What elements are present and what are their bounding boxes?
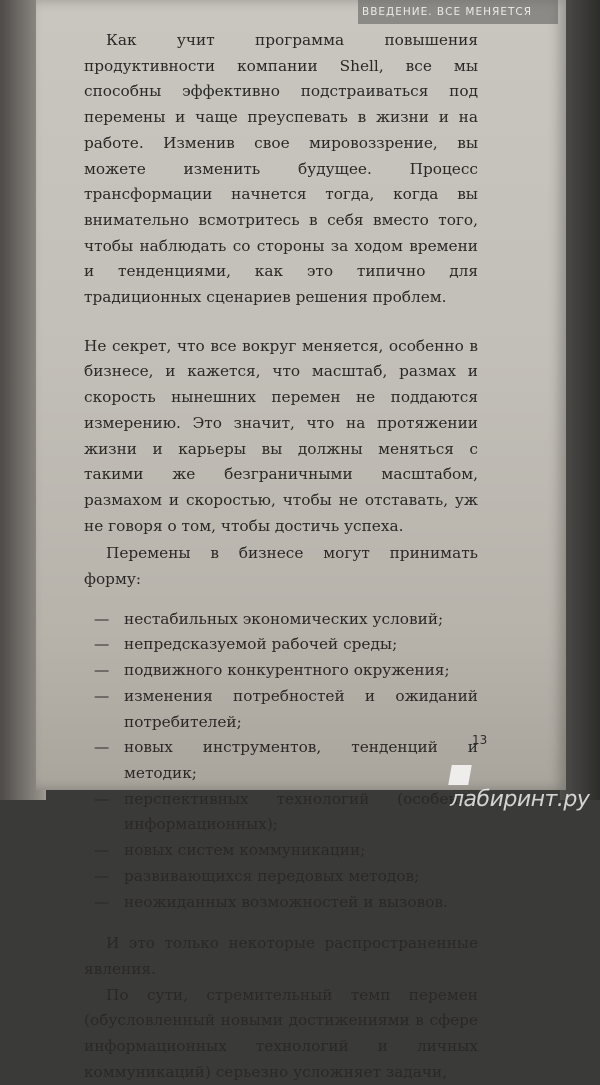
paragraph-4: И это только некоторые распространенные явления. — [84, 934, 478, 978]
paragraph-1: Как учит программа повышения продуктивности компании Shell, все мы способны эффективно подстраиваться под перемены и чаще преуспевать в жизни и на работе. Изменив свое мировоззрение, вы можете изменить будущее. Процесс трансформации начнется тогда, когда вы внимательно всмотритесь в себя вместо того, чтобы наблюдать со стороны за ходом времени и тенденциями, как это типично для традиционных сценариев решения проблем. — [84, 31, 478, 307]
list-item — [84, 735, 478, 786]
paragraph-gap — [84, 311, 478, 334]
dash-marker: — — [94, 841, 110, 860]
list-item-text: нестабильных экономических условий; — [124, 609, 444, 628]
paragraph-5: По сути, стремительный темп перемен (обусловленный новыми достижениями в сфере информационных технологий и личных коммуникаций) серьезно усложняет задачи, — [84, 985, 478, 1081]
page-body — [84, 28, 478, 1085]
list-item — [84, 864, 478, 890]
paragraph-2: Не секрет, что все вокруг меняется, особенно в бизнесе, и кажется, что масштаб, размах и скорость нынешних перемен не поддаются измерению. Это значит, что на протяжении жизни и карьеры вы должны меняться с такими же безграничными масштабом, размахом и скоростью, чтобы не отставать, уж не говоря о том, чтобы достичь успеха. — [84, 336, 478, 535]
list-item-text: изменения потребностей и ожиданий потребителей; — [124, 686, 478, 731]
bullet-list — [84, 607, 478, 915]
list-item-text: непредсказуемой рабочей среды; — [124, 635, 398, 654]
running-header: ВВЕДЕНИЕ. ВСЕ МЕНЯЕТСЯ — [361, 6, 532, 18]
watermark-text: лабиринт.ру — [450, 787, 590, 812]
labirint-logo-icon — [448, 765, 472, 785]
page-number: 13 — [472, 733, 488, 747]
background-right — [560, 0, 600, 800]
watermark-logo — [450, 762, 600, 812]
list-item — [84, 890, 478, 916]
list-item-text: перспективных технологий (особенно информационных); — [124, 789, 478, 834]
dash-marker: — — [94, 866, 110, 885]
list-item-text: неожиданных возможностей и вызовов. — [124, 892, 448, 911]
list-item — [84, 658, 478, 684]
list-item — [84, 787, 478, 838]
list-item-text: новых систем коммуникации; — [124, 841, 366, 860]
list-item — [84, 684, 478, 735]
list-item — [84, 632, 478, 658]
dash-marker: — — [94, 609, 110, 628]
dash-marker: — — [94, 738, 110, 757]
list-item-text: подвижного конкурентного окружения; — [124, 661, 450, 680]
dash-marker: — — [94, 892, 110, 911]
dash-marker: — — [94, 661, 110, 680]
dash-marker: — — [94, 789, 110, 808]
list-item-text: новых инструментов, тенденций и методик; — [124, 738, 478, 782]
list-item — [84, 607, 478, 633]
paragraph-3: Перемены в бизнесе могут принимать форму: — [84, 544, 478, 589]
list-item — [84, 838, 478, 864]
list-item-text: развивающихся передовых методов; — [124, 866, 420, 885]
dash-marker: — — [94, 686, 110, 705]
dash-marker: — — [94, 635, 110, 654]
